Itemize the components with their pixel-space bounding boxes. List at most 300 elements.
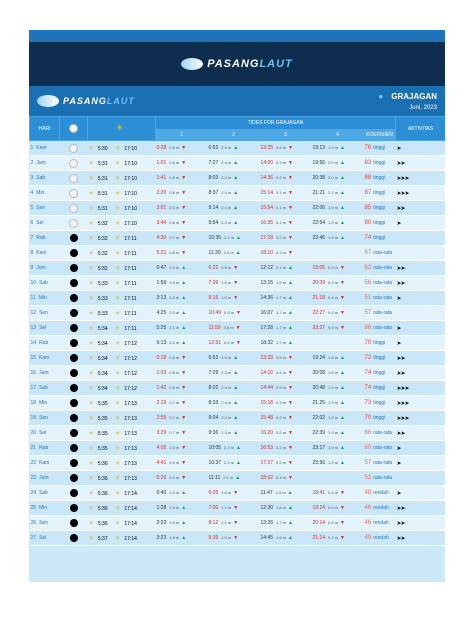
falling-arrow-icon: ▼ bbox=[340, 520, 345, 526]
sunrise-time: 5:31 bbox=[97, 205, 108, 212]
sun-cell bbox=[88, 381, 156, 396]
col-tides-title: TIDES FOR GRAJAGAN bbox=[156, 117, 396, 130]
fish-icon: ➤➤➤ bbox=[396, 175, 409, 182]
sunset-icon: ☀ bbox=[115, 310, 121, 317]
koef-cell bbox=[364, 456, 396, 471]
tide-cell bbox=[156, 411, 208, 426]
activity-cell bbox=[396, 171, 446, 186]
koef-label: tinggi bbox=[373, 385, 386, 391]
falling-arrow-icon: ▼ bbox=[181, 205, 187, 211]
koef-label: rata-rata bbox=[373, 460, 393, 466]
tide-cell bbox=[312, 261, 364, 276]
rising-arrow-icon: ▲ bbox=[340, 415, 345, 421]
falling-arrow-icon: ▼ bbox=[181, 175, 187, 181]
tide-cell bbox=[156, 231, 208, 246]
tide-height: 1.9 m bbox=[169, 520, 180, 525]
rising-arrow-icon: ▲ bbox=[340, 355, 345, 361]
sun-icon: ☀ bbox=[88, 430, 94, 437]
tide-cell bbox=[208, 261, 260, 276]
day-name: Sab bbox=[39, 280, 48, 286]
tide-time: 14:36 bbox=[260, 295, 274, 301]
rising-arrow-icon: ▲ bbox=[233, 145, 239, 151]
koef-cell bbox=[364, 321, 396, 336]
activity-cell bbox=[396, 321, 446, 336]
day-name: Rab bbox=[36, 235, 46, 241]
day-number: 19 bbox=[30, 415, 37, 421]
moon-cell bbox=[60, 141, 88, 156]
tide-cell bbox=[312, 486, 364, 501]
sun-cell bbox=[88, 501, 156, 516]
koef-label: rata-rata bbox=[373, 265, 393, 271]
sunrise-time: 5:32 bbox=[97, 235, 108, 242]
day-number: 22 bbox=[30, 460, 37, 466]
falling-arrow-icon: ▼ bbox=[340, 535, 345, 541]
tide-time: 9:16 bbox=[208, 295, 219, 301]
rising-arrow-icon: ▲ bbox=[181, 505, 187, 511]
fish-logo-icon bbox=[181, 58, 203, 70]
tide-cell bbox=[260, 471, 312, 486]
koef-value: 76 bbox=[364, 145, 372, 151]
tide-time: 18:02 bbox=[260, 475, 274, 481]
tide-height: 0.2 m bbox=[276, 460, 287, 465]
sun-cell bbox=[88, 441, 156, 456]
fish-icon: ➤➤ bbox=[396, 370, 405, 377]
sunset-icon: ☀ bbox=[115, 460, 121, 467]
day-cell bbox=[30, 291, 60, 306]
falling-arrow-icon: ▼ bbox=[181, 370, 187, 376]
koef-label: tinggi bbox=[373, 415, 386, 421]
tide-height: 1.8 m bbox=[328, 370, 339, 375]
tide-time: 1:41 bbox=[156, 175, 167, 181]
rising-arrow-icon: ▲ bbox=[181, 295, 187, 301]
day-number: 1 bbox=[30, 145, 34, 151]
rising-arrow-icon: ▲ bbox=[288, 535, 293, 541]
tide-time: 16:35 bbox=[260, 220, 274, 226]
day-number: 18 bbox=[30, 400, 37, 406]
tide-height: 0.5 m bbox=[328, 505, 339, 510]
fish-icon: ➤➤ bbox=[396, 160, 405, 167]
sun-icon: ☀ bbox=[88, 310, 94, 317]
sunrise-time: 5:34 bbox=[97, 370, 108, 377]
moon-cell bbox=[60, 411, 88, 426]
koef-cell bbox=[364, 276, 396, 291]
tide-cell bbox=[208, 411, 260, 426]
tide-cell bbox=[260, 216, 312, 231]
koef-value: 46 bbox=[364, 520, 372, 526]
sunset-icon: ☀ bbox=[115, 220, 121, 227]
tide-time: 13:25 bbox=[260, 145, 274, 151]
tide-height: 1.9 m bbox=[328, 430, 339, 435]
koef-value: 48 bbox=[364, 490, 372, 496]
fish-icon: ➤➤➤ bbox=[396, 385, 409, 392]
tide-cell bbox=[208, 471, 260, 486]
tide-height: 0.4 m bbox=[328, 310, 339, 315]
sunrise-time: 5:36 bbox=[97, 505, 108, 512]
tide-time: 21:21 bbox=[312, 190, 326, 196]
falling-arrow-icon: ▼ bbox=[288, 145, 293, 151]
rising-arrow-icon: ▲ bbox=[288, 340, 293, 346]
rising-arrow-icon: ▲ bbox=[233, 370, 239, 376]
falling-arrow-icon: ▼ bbox=[288, 175, 293, 181]
tide-cell bbox=[312, 396, 364, 411]
tide-cell bbox=[156, 336, 208, 351]
day-cell bbox=[30, 516, 60, 531]
koef-label: tinggi bbox=[373, 175, 386, 181]
day-number: 25 bbox=[30, 505, 37, 511]
day-cell bbox=[30, 336, 60, 351]
moon-phase-icon bbox=[70, 429, 78, 437]
day-cell bbox=[30, 471, 60, 486]
koef-label: tinggi bbox=[373, 205, 386, 211]
day-name: Rab bbox=[39, 445, 49, 451]
rising-arrow-icon: ▲ bbox=[288, 280, 293, 286]
tide-height: 0.5 m bbox=[276, 355, 287, 360]
tide-height: 0.6 m bbox=[169, 160, 180, 165]
sunset-time: 17:11 bbox=[124, 295, 137, 302]
tide-cell bbox=[260, 456, 312, 471]
fish-icon: ➤ bbox=[396, 220, 401, 227]
falling-arrow-icon: ▼ bbox=[288, 370, 293, 376]
tide-height: 0.7 m bbox=[169, 235, 180, 240]
koef-value: 57 bbox=[364, 460, 372, 466]
tide-height: 0.6 m bbox=[169, 220, 180, 225]
tide-cell bbox=[312, 321, 364, 336]
tide-time: 22:27 bbox=[312, 310, 326, 316]
koef-cell bbox=[364, 531, 396, 546]
sunrise-time: 5:33 bbox=[97, 295, 108, 302]
tide-cell bbox=[208, 501, 260, 516]
location-name: GRAJAGAN bbox=[391, 91, 437, 101]
sun-cell bbox=[88, 336, 156, 351]
tide-height: 2.0 m bbox=[169, 295, 180, 300]
falling-arrow-icon: ▼ bbox=[181, 385, 187, 391]
tide-height: 2.4 m bbox=[221, 205, 232, 210]
tide-time: 19:24 bbox=[312, 505, 326, 511]
tide-cell bbox=[312, 501, 364, 516]
koef-cell bbox=[364, 411, 396, 426]
rising-arrow-icon: ▲ bbox=[288, 325, 293, 331]
sun-icon: ☀ bbox=[88, 355, 94, 362]
sun-icon: ☀ bbox=[88, 235, 94, 242]
day-cell bbox=[30, 321, 60, 336]
sunset-time: 17:11 bbox=[124, 265, 137, 272]
day-cell bbox=[30, 426, 60, 441]
tide-time: 10:37 bbox=[208, 460, 222, 466]
tide-height: 0.6 m bbox=[169, 190, 180, 195]
rising-arrow-icon: ▲ bbox=[233, 175, 239, 181]
table-row bbox=[30, 201, 446, 216]
koef-cell bbox=[364, 426, 396, 441]
tide-time: 20:48 bbox=[312, 385, 326, 391]
tide-height: 1.9 m bbox=[328, 145, 339, 150]
moon-phase-icon bbox=[70, 384, 78, 392]
sun-icon: ☀ bbox=[88, 490, 94, 497]
tide-height: 2.4 m bbox=[221, 415, 232, 420]
day-cell bbox=[30, 396, 60, 411]
koef-label: rata-rata bbox=[373, 430, 393, 436]
tide-cell bbox=[156, 471, 208, 486]
tide-cell bbox=[312, 186, 364, 201]
day-number: 27 bbox=[30, 535, 37, 541]
tide-time: 3:29 bbox=[156, 430, 167, 436]
tide-cell bbox=[156, 486, 208, 501]
sun-cell bbox=[88, 486, 156, 501]
tide-height: 0.9 m bbox=[221, 265, 232, 270]
tide-height: 2.4 m bbox=[221, 190, 232, 195]
moon-phase-icon bbox=[70, 354, 78, 362]
koef-label: rata-rata bbox=[373, 280, 393, 286]
brand-part1: PASANG bbox=[207, 58, 260, 70]
tide-time: 15:48 bbox=[260, 415, 274, 421]
koef-cell bbox=[364, 351, 396, 366]
activity-cell bbox=[396, 141, 446, 156]
moon-phase-icon bbox=[70, 489, 78, 497]
fish-icon: ➤➤ bbox=[396, 205, 405, 212]
day-name: Sab bbox=[36, 175, 46, 181]
koef-cell bbox=[364, 501, 396, 516]
tide-cell bbox=[208, 426, 260, 441]
koef-value: 73 bbox=[364, 400, 372, 406]
col-tide-4: 4 bbox=[312, 130, 364, 141]
table-row bbox=[30, 411, 446, 426]
day-number: 7 bbox=[30, 235, 34, 241]
sun-icon: ☀ bbox=[88, 460, 94, 467]
sun-cell bbox=[88, 531, 156, 546]
koef-label: tinggi bbox=[373, 220, 386, 226]
table-row bbox=[30, 471, 446, 486]
moon-cell bbox=[60, 246, 88, 261]
tide-cell bbox=[312, 471, 364, 486]
table-row bbox=[30, 441, 446, 456]
tide-height: 2.4 m bbox=[221, 160, 232, 165]
moon-phase-icon bbox=[70, 459, 78, 467]
tide-time: 17:18 bbox=[260, 235, 274, 241]
sunrise-time: 5:34 bbox=[97, 325, 108, 332]
tide-cell bbox=[208, 141, 260, 156]
tide-height: 2.1 m bbox=[223, 475, 234, 480]
tide-time: 6:13 bbox=[156, 340, 167, 346]
tide-height: 2.0 m bbox=[169, 310, 180, 315]
tide-height: 0.4 m bbox=[276, 370, 287, 375]
tide-time: 23:46 bbox=[312, 235, 326, 241]
fish-icon: ➤➤ bbox=[396, 430, 405, 437]
falling-arrow-icon: ▼ bbox=[181, 145, 187, 151]
tide-time: 9:54 bbox=[208, 220, 219, 226]
tide-cell bbox=[208, 351, 260, 366]
tide-time: 19:56 bbox=[312, 160, 326, 166]
tide-height: 0.6 m bbox=[223, 325, 234, 330]
day-number: 24 bbox=[30, 490, 37, 496]
falling-arrow-icon: ▼ bbox=[340, 310, 345, 316]
day-name: Min bbox=[39, 400, 48, 406]
tide-cell bbox=[260, 186, 312, 201]
day-cell bbox=[30, 501, 60, 516]
moon-phase-icon bbox=[69, 174, 78, 183]
day-number: 12 bbox=[30, 310, 37, 316]
koef-label: tinggi bbox=[373, 355, 386, 361]
sun-icon: ☀ bbox=[88, 535, 94, 542]
moon-cell bbox=[60, 231, 88, 246]
koef-value: 72 bbox=[364, 355, 372, 361]
rising-arrow-icon: ▲ bbox=[288, 310, 293, 316]
sun-icon: ☀ bbox=[88, 190, 94, 197]
koef-cell bbox=[364, 441, 396, 456]
activity-cell bbox=[396, 351, 446, 366]
rising-arrow-icon: ▲ bbox=[340, 400, 345, 406]
fish-icon: ➤➤ bbox=[396, 535, 405, 542]
moon-cell bbox=[60, 456, 88, 471]
tide-height: 0.6 m bbox=[224, 340, 235, 345]
tide-cell bbox=[208, 366, 260, 381]
table-row bbox=[30, 186, 446, 201]
moon-cell bbox=[60, 471, 88, 486]
tide-time: 23:27 bbox=[312, 325, 326, 331]
falling-arrow-icon: ▼ bbox=[288, 160, 293, 166]
tide-height: 0.7 m bbox=[169, 415, 180, 420]
moon-phase-icon bbox=[70, 324, 78, 332]
tide-height: 0.6 m bbox=[169, 175, 180, 180]
koef-value: 49 bbox=[364, 535, 372, 541]
tide-cell bbox=[312, 426, 364, 441]
sunrise-time: 5:32 bbox=[97, 220, 108, 227]
tide-height: 2.0 m bbox=[223, 250, 234, 255]
sun-icon: ☀ bbox=[115, 123, 124, 134]
day-number: 4 bbox=[30, 190, 34, 196]
tide-time: 7:27 bbox=[208, 160, 219, 166]
tide-time: 8:03 bbox=[208, 175, 219, 181]
tide-time: 6:22 bbox=[208, 265, 219, 271]
tide-cell bbox=[312, 411, 364, 426]
falling-arrow-icon: ▼ bbox=[233, 265, 239, 271]
sun-icon: ☀ bbox=[88, 175, 94, 182]
tide-time: 19:05 bbox=[312, 265, 326, 271]
activity-cell bbox=[396, 291, 446, 306]
sunset-time: 17:11 bbox=[124, 310, 137, 317]
sun-icon: ☀ bbox=[88, 325, 94, 332]
day-cell bbox=[30, 171, 60, 186]
tide-height: 1.7 m bbox=[276, 310, 287, 315]
activity-cell bbox=[396, 471, 446, 486]
sunrise-time: 5:35 bbox=[97, 400, 108, 407]
tide-height: 2.2 m bbox=[224, 235, 235, 240]
tide-cell bbox=[208, 531, 260, 546]
day-name: Jum bbox=[39, 475, 49, 481]
day-cell bbox=[30, 276, 60, 291]
table-row bbox=[30, 531, 446, 546]
tide-height: 1.7 m bbox=[276, 295, 287, 300]
moon-icon bbox=[69, 124, 78, 133]
tide-cell bbox=[208, 216, 260, 231]
koef-label: rendah bbox=[373, 535, 389, 541]
day-number: 15 bbox=[30, 355, 37, 361]
tide-time: 20:08 bbox=[312, 370, 326, 376]
tide-height: 1.7 m bbox=[276, 325, 287, 330]
sunset-time: 17:11 bbox=[124, 235, 137, 242]
table-row bbox=[30, 231, 446, 246]
rising-arrow-icon: ▲ bbox=[340, 430, 345, 436]
koef-label: rata-rata bbox=[373, 310, 393, 316]
sunset-icon: ☀ bbox=[115, 445, 121, 452]
moon-cell bbox=[60, 291, 88, 306]
sunrise-time: 5:34 bbox=[97, 385, 108, 392]
tide-height: 2.2 m bbox=[224, 460, 235, 465]
koef-value: 74 bbox=[364, 235, 372, 241]
tide-time: 0:28 bbox=[156, 145, 167, 151]
sunset-time: 17:10 bbox=[124, 220, 137, 227]
tide-cell bbox=[312, 156, 364, 171]
day-name: Sen bbox=[36, 205, 46, 211]
tide-cell bbox=[208, 321, 260, 336]
table-row bbox=[30, 321, 446, 336]
tide-height: 0.9 m bbox=[169, 475, 180, 480]
tide-time: 12:12 bbox=[260, 265, 274, 271]
falling-arrow-icon: ▼ bbox=[288, 415, 293, 421]
falling-arrow-icon: ▼ bbox=[233, 505, 239, 511]
tide-table bbox=[29, 116, 445, 546]
tide-time: 16:20 bbox=[260, 430, 274, 436]
sun-cell bbox=[88, 366, 156, 381]
day-name: Kam bbox=[36, 145, 47, 151]
top-bar bbox=[29, 30, 445, 42]
tide-height: 1.0 m bbox=[221, 535, 232, 540]
day-name: Sen bbox=[39, 520, 48, 526]
tide-height: 1.7 m bbox=[276, 340, 287, 345]
tide-time: 11:11 bbox=[208, 475, 221, 481]
sun-cell bbox=[88, 186, 156, 201]
brand-part1: PASANG bbox=[63, 96, 107, 106]
moon-cell bbox=[60, 216, 88, 231]
day-name: Sel bbox=[39, 535, 47, 541]
rising-arrow-icon: ▲ bbox=[340, 190, 345, 196]
fish-icon: ➤➤ bbox=[396, 280, 405, 287]
tide-time: 20:09 bbox=[312, 280, 326, 286]
sun-cell bbox=[88, 171, 156, 186]
tide-cell bbox=[312, 381, 364, 396]
falling-arrow-icon: ▼ bbox=[340, 505, 345, 511]
sunset-time: 17:13 bbox=[124, 415, 137, 422]
falling-arrow-icon: ▼ bbox=[288, 460, 293, 466]
day-number: 6 bbox=[30, 220, 34, 226]
table-row bbox=[30, 216, 446, 231]
tide-cell bbox=[312, 516, 364, 531]
tide-time: 4:41 bbox=[156, 460, 167, 466]
tide-time: 2:19 bbox=[156, 400, 167, 406]
tide-height: 1.9 m bbox=[328, 460, 339, 465]
day-number: 9 bbox=[30, 265, 34, 271]
sunset-time: 17:11 bbox=[124, 280, 137, 287]
tide-height: 1.1 m bbox=[221, 505, 232, 510]
tide-time: 13:26 bbox=[260, 520, 274, 526]
koef-cell bbox=[364, 516, 396, 531]
tide-height: 0.4 m bbox=[328, 280, 339, 285]
tide-height: 1.9 m bbox=[169, 280, 180, 285]
tide-height: 0.9 m bbox=[169, 460, 180, 465]
sunset-icon: ☀ bbox=[115, 145, 121, 152]
tide-height: 2.3 m bbox=[221, 220, 232, 225]
koef-cell bbox=[364, 261, 396, 276]
koef-cell bbox=[364, 291, 396, 306]
table-row bbox=[30, 516, 446, 531]
day-cell bbox=[30, 411, 60, 426]
brand-logo bbox=[181, 58, 293, 70]
tide-time: 5:21 bbox=[156, 250, 167, 256]
tide-height: 2.1 m bbox=[276, 265, 287, 270]
tide-height: 1.0 m bbox=[221, 280, 232, 285]
falling-arrow-icon: ▼ bbox=[288, 400, 293, 406]
tide-height: 0.6 m bbox=[328, 520, 339, 525]
rising-arrow-icon: ▲ bbox=[235, 250, 241, 256]
sunset-time: 17:10 bbox=[124, 205, 137, 212]
